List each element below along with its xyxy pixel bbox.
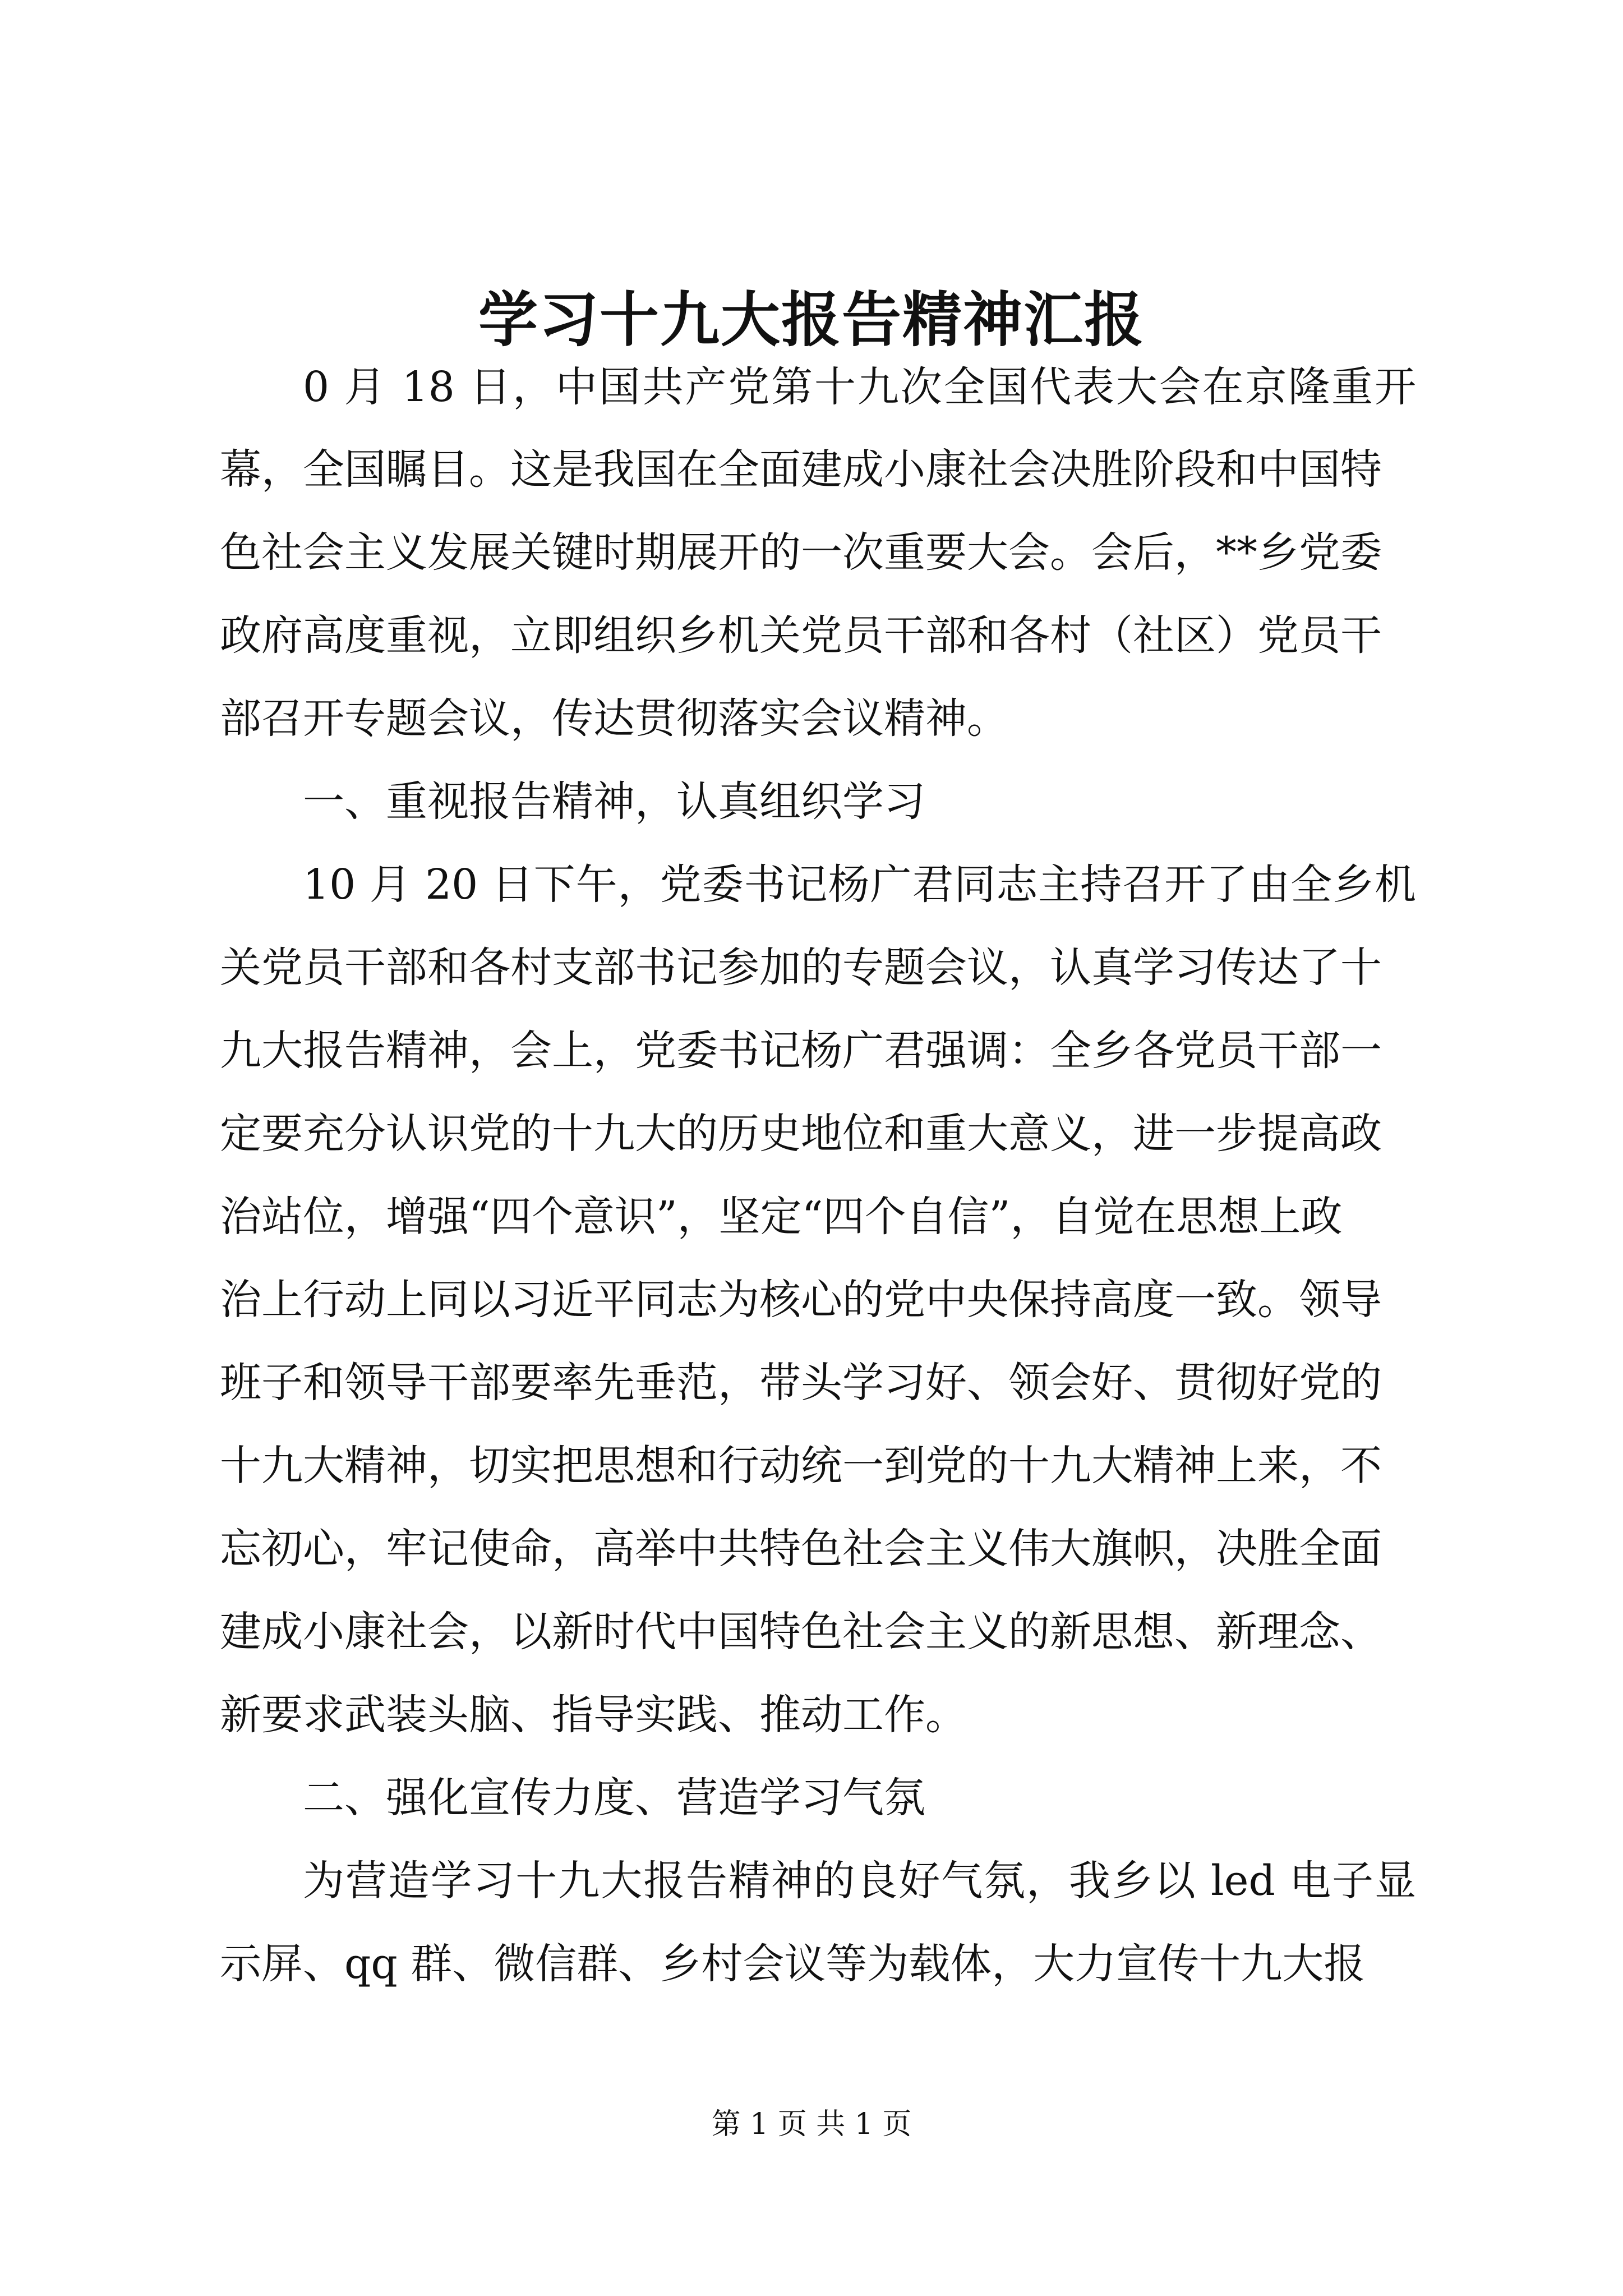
text-line-content: 新要求武装头脑、指导实践、推动工作。 bbox=[220, 1691, 967, 1739]
text-line-content: 关党员干部和各村支部书记参加的专题会议，认真学习传达了十 bbox=[220, 944, 1382, 992]
page-footer: 第 1 页 共 1 页 bbox=[711, 2108, 912, 2141]
text-line-content: 治站位，增强“四个意识”，坚定“四个自信”，自觉在思想上政 bbox=[220, 1193, 1343, 1241]
text-line bbox=[0, 1687, 1623, 1743]
text-line bbox=[0, 1106, 1623, 1162]
text-line bbox=[0, 1936, 1623, 1992]
text-line-content: 示屏、qq 群、微信群、乡村会议等为载体，大力宣传十九大报 bbox=[220, 1940, 1366, 1988]
text-line bbox=[0, 857, 1623, 913]
text-line-content: 色社会主义发展关键时期展开的一次重要大会。会后，**乡党委 bbox=[220, 528, 1382, 577]
text-line-content: 10 月 20 日下午，党委书记杨广君同志主持召开了由全乡机 bbox=[303, 861, 1416, 909]
section-heading-text: 一、重视报告精神，认真组织学习 bbox=[303, 777, 925, 826]
text-line bbox=[0, 1189, 1623, 1245]
text-line-content: 0 月 18 日，中国共产党第十九次全国代表大会在京隆重开 bbox=[303, 363, 1416, 411]
text-line bbox=[0, 441, 1623, 498]
text-line-content: 定要充分认识党的十九大的历史地位和重大意义，进一步提高政 bbox=[220, 1110, 1382, 1158]
document-title: 学习十九大报告精神汇报 bbox=[478, 284, 1145, 355]
text-line-content: 政府高度重视，立即组织乡机关党员干部和各村（社区）党员干 bbox=[220, 611, 1382, 660]
text-line bbox=[0, 1272, 1623, 1328]
text-line-content: 治上行动上同以习近平同志为核心的党中央保持高度一致。领导 bbox=[220, 1276, 1382, 1324]
section-heading bbox=[0, 774, 1623, 830]
text-line bbox=[0, 1521, 1623, 1577]
text-line bbox=[0, 1355, 1623, 1411]
text-line-content: 忘初心，牢记使命，高举中共特色社会主义伟大旗帜，决胜全面 bbox=[220, 1525, 1382, 1573]
text-line bbox=[0, 1853, 1623, 1909]
text-line bbox=[0, 608, 1623, 664]
text-line-content: 九大报告精神，会上，党委书记杨广君强调：全乡各党员干部一 bbox=[220, 1027, 1382, 1075]
text-line-content: 为营造学习十九大报告精神的良好气氛，我乡以 led 电子显 bbox=[303, 1857, 1416, 1905]
text-line bbox=[0, 691, 1623, 747]
text-line-content: 十九大精神，切实把思想和行动统一到党的十九大精神上来，不 bbox=[220, 1442, 1382, 1490]
text-line-content: 班子和领导干部要率先垂范，带头学习好、领会好、贯彻好党的 bbox=[220, 1359, 1382, 1407]
text-line-content: 幕，全国瞩目。这是我国在全面建成小康社会决胜阶段和中国特 bbox=[220, 445, 1382, 494]
text-line bbox=[0, 524, 1623, 581]
text-line-content: 建成小康社会，以新时代中国特色社会主义的新思想、新理念、 bbox=[220, 1608, 1382, 1656]
text-line bbox=[0, 1438, 1623, 1494]
text-line bbox=[0, 940, 1623, 996]
text-line-content: 部召开专题会议，传达贯彻落实会议精神。 bbox=[220, 694, 1008, 743]
text-line bbox=[0, 359, 1623, 415]
text-line bbox=[0, 1604, 1623, 1660]
text-line bbox=[0, 1023, 1623, 1079]
section-heading bbox=[0, 1770, 1623, 1826]
section-heading-text: 二、强化宣传力度、营造学习气氛 bbox=[303, 1774, 925, 1822]
